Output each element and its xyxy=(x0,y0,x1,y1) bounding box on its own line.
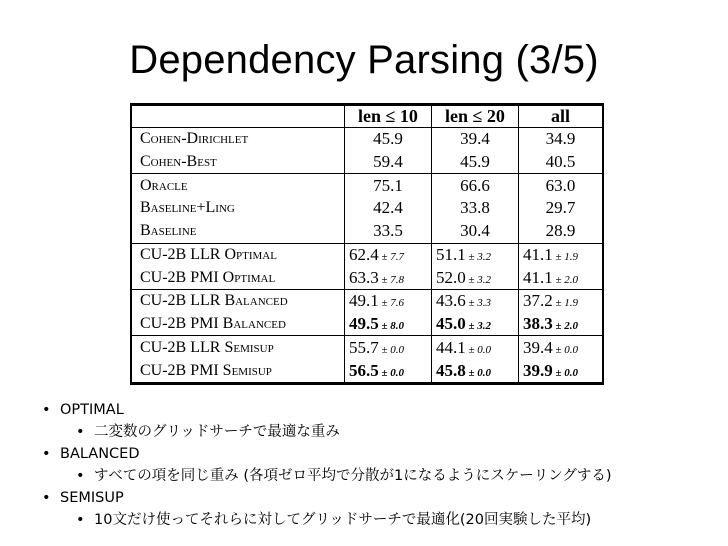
score-cell xyxy=(432,266,519,289)
score-value: 51.1 xyxy=(436,244,466,264)
score-cell xyxy=(519,220,604,243)
score-cell xyxy=(432,151,519,174)
score-cell xyxy=(345,289,432,312)
score-stddev: ± 3.2 xyxy=(465,320,492,333)
score-cell xyxy=(519,266,604,289)
score-cell xyxy=(345,313,432,336)
header-len20: len ≤ 20 xyxy=(432,105,519,128)
sub-bullet-dot-icon: • xyxy=(76,424,85,440)
score-stddev: ± 2.0 xyxy=(552,273,579,286)
score-value: 45.0 xyxy=(436,314,466,334)
score-value: 44.1 xyxy=(436,337,466,357)
score-stddev: ± 7.6 xyxy=(378,297,405,310)
score-stddev: ± 3.2 xyxy=(465,250,492,263)
header-all: all xyxy=(519,105,604,128)
score-stddev: ± 7.7 xyxy=(378,250,405,263)
score-cell xyxy=(345,336,432,359)
score-value: 63.0 xyxy=(545,175,576,195)
score-stddev: ± 8.0 xyxy=(378,320,405,333)
method-name: CU-2B PMI Optimal xyxy=(131,266,345,289)
score-value: 37.2 xyxy=(523,291,553,311)
score-cell xyxy=(432,220,519,243)
score-value: 41.1 xyxy=(523,244,553,264)
score-cell xyxy=(345,266,432,289)
score-value: 56.5 xyxy=(349,360,379,380)
sub-bullet-item xyxy=(76,509,591,531)
header-len10: len ≤ 10 xyxy=(345,105,432,128)
score-cell xyxy=(519,174,604,197)
method-name: CU-2B PMI Semisup xyxy=(131,359,345,383)
table-row xyxy=(131,266,603,289)
score-cell xyxy=(432,128,519,151)
table-row xyxy=(131,359,603,383)
score-value: 39.4 xyxy=(523,337,553,357)
sub-bullet-text: 10文だけ使ってそれらに対してグリッドサーチで最適化(20回実験した平均) xyxy=(94,512,592,528)
score-stddev: ± 7.8 xyxy=(378,273,405,286)
method-name: CU-2B LLR Balanced xyxy=(131,289,345,312)
method-name: Baseline+Ling xyxy=(131,197,345,220)
score-stddev: ± 1.9 xyxy=(552,297,579,310)
table-row xyxy=(131,197,603,220)
score-value: 34.9 xyxy=(545,129,576,149)
bullet-dot-icon: • xyxy=(42,490,51,506)
table-row xyxy=(131,243,603,266)
method-name: CU-2B PMI Balanced xyxy=(131,313,345,336)
score-value: 38.3 xyxy=(523,314,553,334)
table-body xyxy=(131,128,603,384)
score-value: 55.7 xyxy=(349,337,379,357)
score-value: 43.6 xyxy=(436,291,466,311)
score-cell xyxy=(432,197,519,220)
score-value: 59.4 xyxy=(373,152,403,172)
score-cell xyxy=(432,313,519,336)
method-name: Cohen-Best xyxy=(131,151,345,174)
bullet-dot-icon: • xyxy=(42,446,51,462)
score-cell xyxy=(345,220,432,243)
score-value: 39.9 xyxy=(523,360,553,380)
sub-bullet-dot-icon: • xyxy=(76,512,85,528)
score-cell xyxy=(519,359,604,383)
score-cell xyxy=(519,243,604,266)
method-name: Cohen-Dirichlet xyxy=(131,128,345,151)
score-stddev: ± 0.0 xyxy=(552,366,579,379)
score-value: 41.1 xyxy=(523,267,553,287)
bullet-dot-icon: • xyxy=(42,402,51,418)
sub-bullet-dot-icon: • xyxy=(76,468,85,484)
score-cell xyxy=(345,151,432,174)
bullet-label: SEMISUP xyxy=(60,490,124,506)
table-row xyxy=(131,174,603,197)
score-value: 52.0 xyxy=(436,267,466,287)
table-row xyxy=(131,289,603,312)
score-cell xyxy=(432,174,519,197)
score-value: 29.7 xyxy=(545,198,576,218)
score-value: 33.5 xyxy=(373,221,403,241)
score-cell xyxy=(519,289,604,312)
bullet-label: OPTIMAL xyxy=(60,402,124,418)
score-value: 49.1 xyxy=(349,291,379,311)
score-cell xyxy=(519,313,604,336)
bullet-item xyxy=(42,399,124,421)
results-table-grid xyxy=(130,103,604,385)
score-value: 42.4 xyxy=(373,198,403,218)
score-value: 45.8 xyxy=(436,360,466,380)
score-value: 75.1 xyxy=(373,175,403,195)
score-stddev: ± 3.2 xyxy=(465,273,492,286)
score-cell xyxy=(345,128,432,151)
score-stddev: ± 0.0 xyxy=(552,343,579,356)
score-value: 40.5 xyxy=(545,152,576,172)
score-stddev: ± 0.0 xyxy=(465,343,492,356)
score-cell xyxy=(432,289,519,312)
score-cell xyxy=(345,174,432,197)
score-cell xyxy=(345,243,432,266)
score-cell xyxy=(345,359,432,383)
score-stddev: ± 0.0 xyxy=(378,366,405,379)
bullet-item xyxy=(42,443,140,465)
sub-bullet-text: すべての項を同じ重み (各項ゼロ平均で分散が1になるようにスケーリングする) xyxy=(94,468,612,484)
score-cell xyxy=(432,359,519,383)
score-value: 28.9 xyxy=(545,221,576,241)
score-cell xyxy=(519,336,604,359)
method-name: CU-2B LLR Semisup xyxy=(131,336,345,359)
bullet-label: BALANCED xyxy=(60,446,140,462)
score-value: 63.3 xyxy=(349,267,379,287)
sub-bullet-item xyxy=(76,421,340,443)
sub-bullet-text: 二変数のグリッドサーチで最適な重み xyxy=(94,424,340,440)
score-value: 39.4 xyxy=(460,129,490,149)
table-row xyxy=(131,151,603,174)
bullet-item xyxy=(42,487,124,509)
score-cell xyxy=(519,151,604,174)
score-value: 33.8 xyxy=(460,198,490,218)
score-cell xyxy=(432,243,519,266)
table-row xyxy=(131,128,603,151)
score-stddev: ± 0.0 xyxy=(378,343,405,356)
header-blank xyxy=(131,105,345,128)
score-stddev: ± 3.3 xyxy=(465,297,492,310)
score-cell xyxy=(432,336,519,359)
score-value: 30.4 xyxy=(460,221,490,241)
table-row xyxy=(131,313,603,336)
table-row xyxy=(131,220,603,243)
method-name: Oracle xyxy=(131,174,345,197)
score-value: 66.6 xyxy=(460,175,490,195)
score-cell xyxy=(345,197,432,220)
results-table xyxy=(130,103,597,385)
score-stddev: ± 2.0 xyxy=(552,320,579,333)
score-stddev: ± 0.0 xyxy=(465,366,492,379)
score-cell xyxy=(519,128,604,151)
method-name: CU-2B LLR Optimal xyxy=(131,243,345,266)
slide-title: Dependency Parsing (3/5) xyxy=(129,38,599,82)
score-value: 45.9 xyxy=(460,152,490,172)
score-value: 62.4 xyxy=(349,244,379,264)
table-row xyxy=(131,336,603,359)
sub-bullet-item xyxy=(76,465,612,487)
score-cell xyxy=(519,197,604,220)
score-stddev: ± 1.9 xyxy=(552,250,579,263)
method-name: Baseline xyxy=(131,220,345,243)
score-value: 49.5 xyxy=(349,314,379,334)
score-value: 45.9 xyxy=(373,129,403,149)
